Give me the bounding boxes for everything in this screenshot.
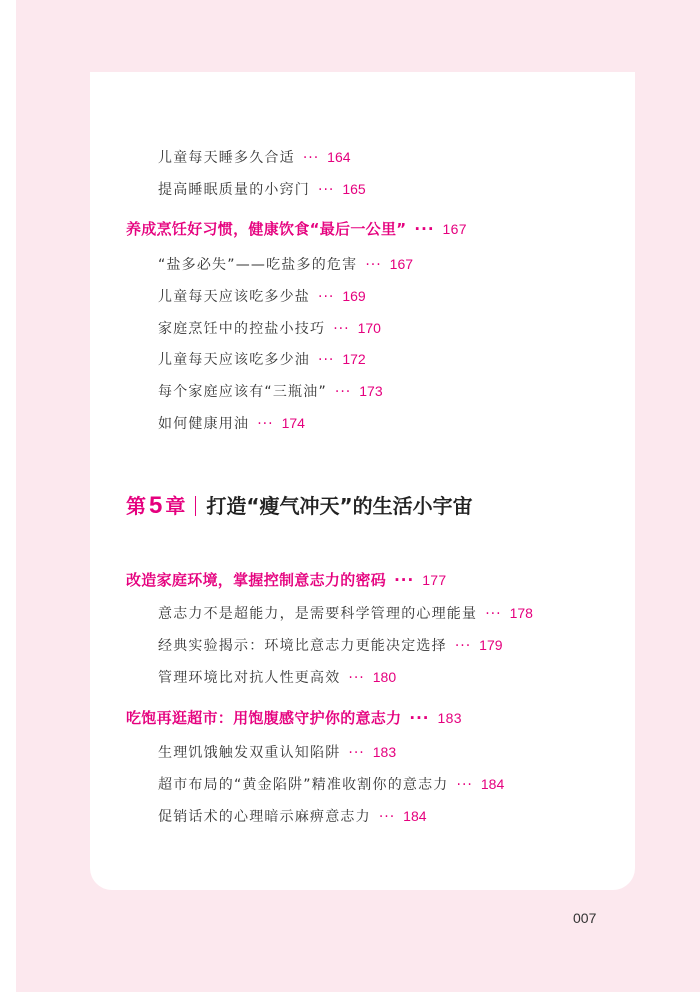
toc-entry-title: 如何健康用油	[158, 416, 250, 432]
chapter-number: 5	[149, 492, 163, 519]
section-title: 养成烹饪好习惯，健康饮食“最后一公里”	[126, 220, 407, 238]
toc-entry-title: 儿童每天应该吃多少油	[158, 352, 310, 368]
toc-entry[interactable]	[158, 742, 396, 762]
toc-entry-title: 提高睡眠质量的小窍门	[158, 182, 310, 198]
leader-dots: ···	[454, 638, 472, 654]
toc-entry-title: 每个家庭应该有“三瓶油”	[158, 384, 327, 400]
toc-entry-title: 家庭烹饪中的控盐小技巧	[158, 321, 326, 337]
toc-entry[interactable]	[158, 179, 366, 199]
toc-entry-page: 173	[359, 383, 383, 399]
toc-entry[interactable]	[158, 147, 351, 167]
leader-dots: ···	[456, 777, 473, 793]
toc-entry-page: 165	[342, 181, 366, 197]
toc-entry[interactable]	[158, 806, 427, 826]
leader-dots: ···	[365, 257, 382, 273]
toc-entry[interactable]	[158, 774, 504, 794]
leader-dots: ···	[485, 606, 502, 622]
toc-entry[interactable]	[158, 381, 383, 401]
toc-entry-title: “盐多必失”——吃盐多的危害	[158, 257, 358, 273]
section-page: 183	[437, 710, 462, 726]
section-page: 177	[422, 572, 447, 588]
toc-entry-page: 179	[479, 637, 503, 653]
toc-entry-title: 促销话术的心理暗示麻痹意志力	[158, 809, 371, 825]
leader-dots: ···	[409, 709, 430, 727]
toc-entry-page: 174	[281, 415, 305, 431]
section-title: 改造家庭环境，掌握控制意志力的密码	[126, 571, 387, 589]
toc-entry-title: 生理饥饿触发双重认知陷阱	[158, 745, 341, 761]
leader-dots: ···	[394, 571, 415, 589]
toc-entry-title: 管理环境比对抗人性更高效	[158, 670, 341, 686]
toc-entry[interactable]	[158, 413, 305, 433]
toc-entry-page: 180	[372, 669, 397, 685]
toc-section-heading[interactable]	[126, 569, 446, 590]
leader-dots: ···	[348, 670, 365, 686]
leader-dots: ···	[334, 384, 352, 400]
leader-dots: ···	[318, 352, 335, 368]
toc-entry-page: 183	[372, 744, 397, 760]
leader-dots: ···	[414, 220, 435, 238]
chapter-suffix: 章	[165, 494, 186, 518]
section-page: 167	[442, 221, 467, 237]
leader-dots: ···	[257, 416, 274, 432]
toc-entry-page: 184	[480, 776, 505, 792]
toc-entry-title: 意志力不是超能力，是需要科学管理的心理能量	[158, 606, 478, 622]
chapter-heading[interactable]	[126, 490, 473, 520]
left-margin-strip	[0, 0, 16, 992]
toc-entry[interactable]	[158, 667, 396, 687]
leader-dots: ···	[378, 809, 396, 825]
leader-dots: ···	[302, 150, 320, 166]
toc-section-heading[interactable]	[126, 218, 467, 239]
chapter-divider	[195, 496, 196, 516]
leader-dots: ···	[333, 321, 350, 337]
toc-entry-page: 164	[327, 149, 351, 165]
toc-entry-title: 儿童每天睡多久合适	[158, 150, 295, 166]
toc-entry-page: 167	[389, 256, 414, 272]
page-number: 007	[573, 910, 597, 926]
toc-entry[interactable]	[158, 635, 503, 655]
toc-entry[interactable]	[158, 603, 533, 623]
toc-entry-page: 178	[509, 605, 533, 621]
leader-dots: ···	[348, 745, 365, 761]
chapter-prefix: 第	[126, 494, 146, 518]
toc-entry[interactable]	[158, 254, 413, 274]
leader-dots: ···	[318, 182, 335, 198]
chapter-title: 打造“瘦气冲天”的生活小宇宙	[206, 494, 473, 518]
toc-entry-title: 儿童每天应该吃多少盐	[158, 289, 310, 305]
toc-entry-page: 169	[342, 288, 366, 304]
toc-entry-page: 172	[342, 351, 366, 367]
toc-entry[interactable]	[158, 318, 381, 338]
toc-section-heading[interactable]	[126, 707, 462, 728]
leader-dots: ···	[318, 289, 335, 305]
toc-entry[interactable]	[158, 286, 366, 306]
toc-entry[interactable]	[158, 349, 366, 369]
section-title: 吃饱再逛超市：用饱腹感守护你的意志力	[126, 709, 402, 727]
toc-entry-title: 经典实验揭示：环境比意志力更能决定选择	[158, 638, 447, 654]
toc-entry-page: 170	[357, 320, 381, 336]
toc-entry-title: 超市布局的“黄金陷阱”精准收割你的意志力	[158, 777, 449, 793]
toc-entry-page: 184	[403, 808, 427, 824]
